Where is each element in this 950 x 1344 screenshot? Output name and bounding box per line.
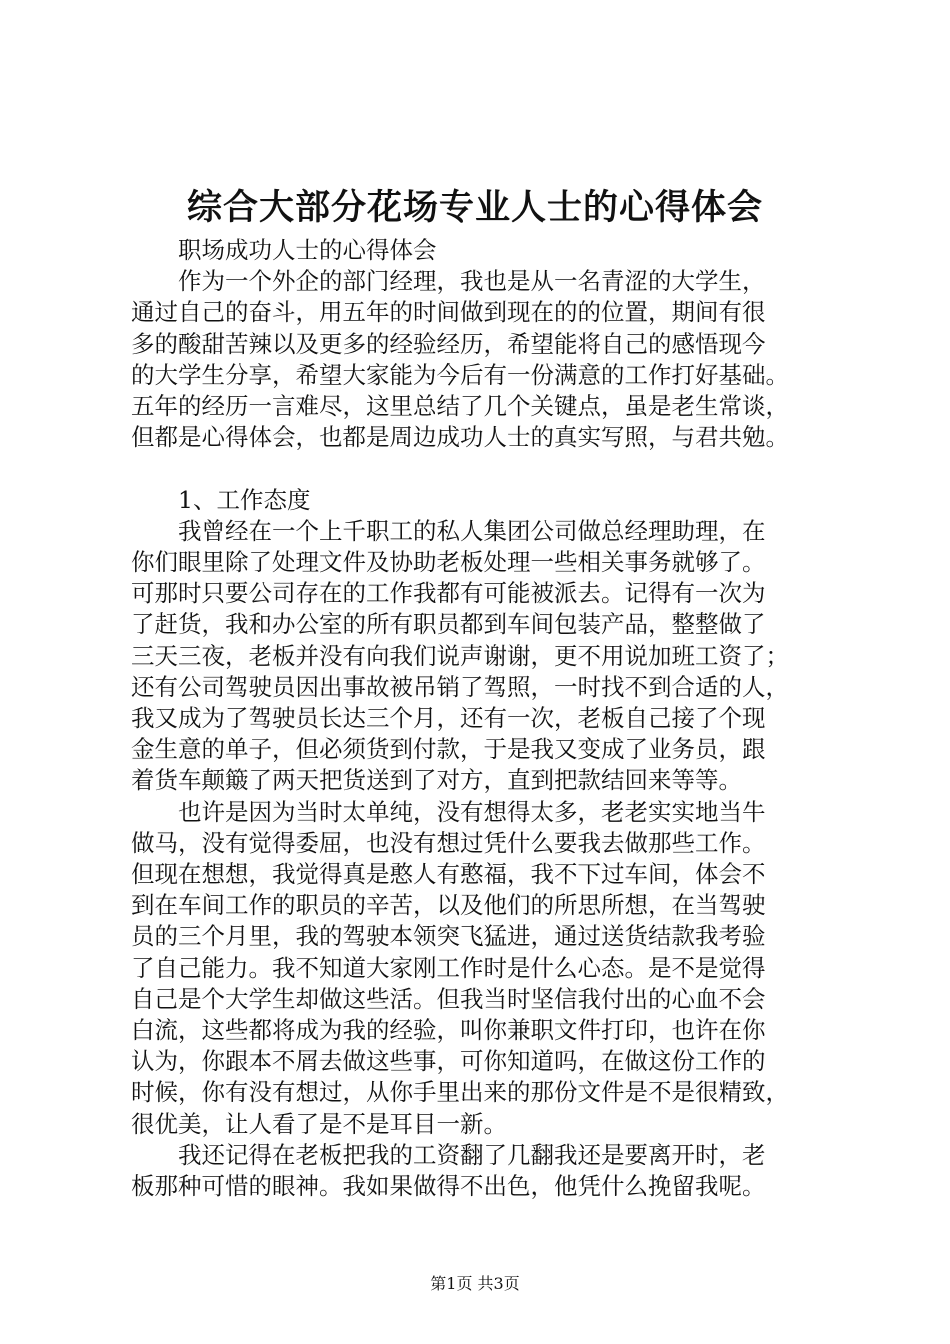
text-line: 自己是个大学生却做这些活。但我当时坚信我付出的心血不会	[131, 984, 766, 1013]
text-line: 金生意的单子，但必须货到付款，于是我又变成了业务员，跟	[131, 735, 766, 764]
text-line: 但现在想想，我觉得真是憨人有憨福，我不下过车间，体会不	[131, 860, 766, 889]
text-line: 白流，这些都将成为我的经验，叫你兼职文件打印，也许在你	[131, 1016, 766, 1045]
paragraph-3	[131, 1140, 850, 1202]
text-line: 你们眼里除了处理文件及协助老板处理一些相关事务就够了。	[131, 548, 766, 577]
paragraph-spacer	[131, 453, 850, 484]
text-line: 认为，你跟本不屑去做这些事，可你知道吗，在做这份工作的	[131, 1047, 766, 1076]
text-line: 多的酸甜苦辣以及更多的经验经历，希望能将自己的感悟现今	[131, 329, 766, 358]
text-line: 员的三个月里，我的驾驶本领突飞猛进，通过送货结款我考验	[131, 922, 766, 951]
paragraph-2	[131, 797, 850, 1140]
text-line: 时候，你有没有想过，从你手里出来的那份文件是不是很精致，	[131, 1078, 789, 1107]
text-line: 通过自己的奋斗，用五年的时间做到现在的的位置，期间有很	[131, 298, 766, 327]
text-line: 着货车颠簸了两天把货送到了对方，直到把款结回来等等。	[131, 766, 742, 795]
text-line: 可那时只要公司存在的工作我都有可能被派去。记得有一次为	[131, 579, 766, 608]
page-footer: 第1页 共3页	[430, 1274, 520, 1293]
paragraph-1	[131, 516, 850, 797]
section-heading: 1、工作态度	[178, 485, 311, 514]
text-line: 板那种可惜的眼神。我如果做得不出色，他凭什么挽留我呢。	[131, 1172, 766, 1201]
document-title: 综合大部分花场专业人士的心得体会	[186, 187, 763, 228]
text-line: 但都是心得体会，也都是周边成功人士的真实写照，与君共勉。	[131, 423, 789, 452]
text-line: 我又成为了驾驶员长达三个月，还有一次，老板自己接了个现	[131, 704, 766, 733]
document-subtitle: 职场成功人士的心得体会	[178, 236, 437, 264]
text-line: 的大学生分享，希望大家能为今后有一份满意的工作打好基础。	[131, 360, 789, 389]
text-line: 到在车间工作的职员的辛苦，以及他们的所思所想，在当驾驶	[131, 891, 766, 920]
text-line: 我曾经在一个上千职工的私人集团公司做总经理助理，在	[178, 516, 766, 545]
text-line: 很优美，让人看了是不是耳目一新。	[131, 1109, 507, 1138]
text-line: 还有公司驾驶员因出事故被吊销了驾照，一时找不到合适的人，	[131, 672, 789, 701]
text-line: 也许是因为当时太单纯，没有想得太多，老老实实地当牛	[178, 797, 766, 826]
text-line: 我还记得在老板把我的工资翻了几翻我还是要离开时，老	[178, 1140, 766, 1169]
text-line: 做马，没有觉得委屈，也没有想过凭什么要我去做那些工作。	[131, 828, 766, 857]
text-line: 了自己能力。我不知道大家刚工作时是什么心态。是不是觉得	[131, 953, 766, 982]
intro-paragraph	[131, 266, 850, 453]
text-line: 作为一个外企的部门经理，我也是从一名青涩的大学生，	[178, 267, 766, 296]
text-line: 三天三夜，老板并没有向我们说声谢谢，更不用说加班工资了；	[131, 641, 789, 670]
text-line: 五年的经历一言难尽，这里总结了几个关键点，虽是老生常谈，	[131, 392, 789, 421]
text-line: 了赶货，我和办公室的所有职员都到车间包装产品，整整做了	[131, 610, 766, 639]
document-body	[131, 235, 850, 1202]
